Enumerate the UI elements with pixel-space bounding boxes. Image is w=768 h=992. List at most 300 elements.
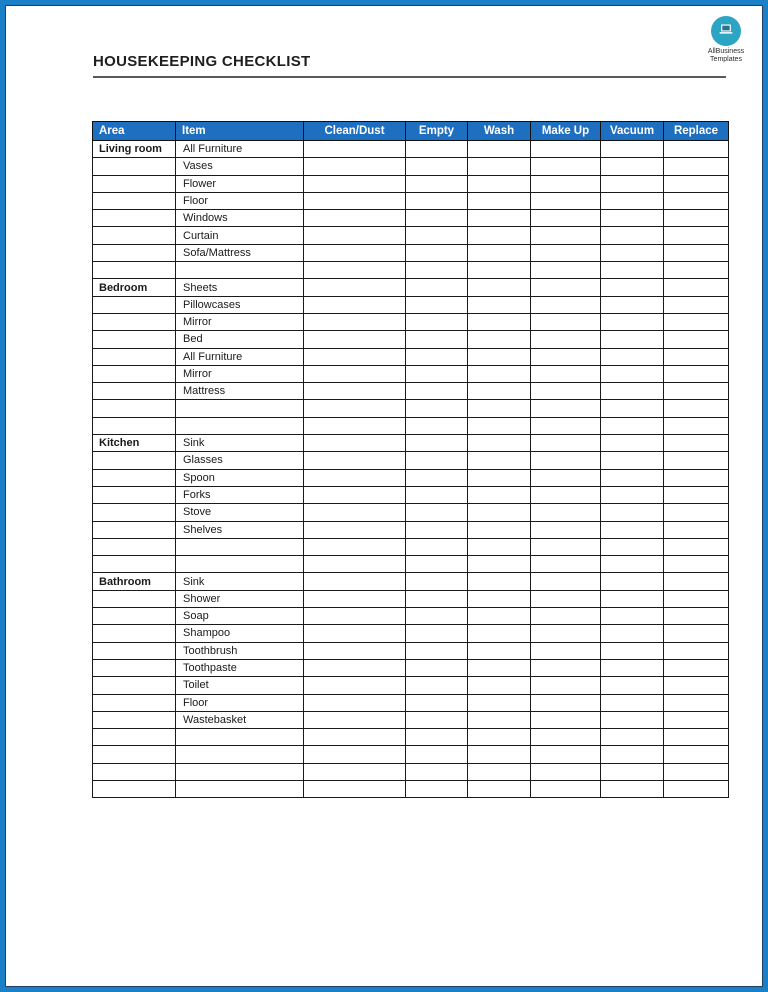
item-cell: Forks [176,486,304,503]
check-cell [468,158,531,175]
item-row [93,365,729,382]
spacer-row [93,538,729,555]
check-cell [304,141,406,158]
check-cell [468,400,531,417]
check-cell [531,780,601,797]
check-cell [531,659,601,676]
check-cell [531,210,601,227]
check-cell [601,625,664,642]
item-row [93,244,729,261]
check-cell [601,694,664,711]
check-cell [601,746,664,763]
area-cell [93,642,176,659]
check-cell [531,694,601,711]
spacer-row [93,400,729,417]
check-cell [531,452,601,469]
check-cell [531,279,601,296]
check-cell [531,729,601,746]
area-cell [93,590,176,607]
area-cell [93,210,176,227]
check-cell [664,486,729,503]
check-cell [468,642,531,659]
check-cell [304,331,406,348]
area-cell [93,469,176,486]
check-cell [601,365,664,382]
item-cell: Sofa/Mattress [176,244,304,261]
check-cell [664,642,729,659]
check-cell [664,763,729,780]
check-cell [601,383,664,400]
item-row [93,227,729,244]
check-cell [304,746,406,763]
item-cell: Mirror [176,365,304,382]
item-cell [176,417,304,434]
check-cell [601,244,664,261]
check-cell [406,780,468,797]
check-cell [304,763,406,780]
check-cell [601,486,664,503]
area-cell [93,262,176,279]
check-cell [531,296,601,313]
logo-circle [711,16,741,46]
item-cell: Wastebasket [176,711,304,728]
check-cell [304,538,406,555]
spacer-row [93,780,729,797]
check-cell [468,504,531,521]
item-cell: All Furniture [176,348,304,365]
check-cell [304,780,406,797]
area-cell [93,227,176,244]
check-cell [664,659,729,676]
section-row [93,573,729,590]
check-cell [304,365,406,382]
check-cell [531,313,601,330]
check-cell [468,659,531,676]
check-cell [304,590,406,607]
check-cell [406,158,468,175]
check-cell [601,573,664,590]
check-cell [304,158,406,175]
check-cell [664,417,729,434]
area-cell: Bedroom [93,279,176,296]
check-cell [406,296,468,313]
check-cell [468,780,531,797]
check-cell [406,348,468,365]
check-cell [468,210,531,227]
check-cell [531,608,601,625]
item-cell: Pillowcases [176,296,304,313]
check-cell [531,711,601,728]
item-cell [176,400,304,417]
check-cell [304,608,406,625]
item-row [93,659,729,676]
check-cell [664,729,729,746]
title-underline [93,76,726,78]
area-cell [93,296,176,313]
check-cell [406,262,468,279]
check-cell [601,262,664,279]
check-cell [406,590,468,607]
area-cell [93,486,176,503]
item-cell: Toilet [176,677,304,694]
item-row [93,210,729,227]
check-cell [531,262,601,279]
check-cell [531,486,601,503]
item-row [93,486,729,503]
item-row [93,625,729,642]
item-cell: Flower [176,175,304,192]
check-cell [406,141,468,158]
item-row [93,313,729,330]
check-cell [406,729,468,746]
check-cell [664,435,729,452]
item-cell: Sink [176,435,304,452]
check-cell [304,417,406,434]
check-cell [601,331,664,348]
check-cell [406,642,468,659]
spacer-row [93,729,729,746]
check-cell [531,348,601,365]
item-row [93,504,729,521]
check-cell [304,348,406,365]
check-cell [664,780,729,797]
check-cell [601,158,664,175]
check-cell [531,244,601,261]
item-cell: Glasses [176,452,304,469]
check-cell [664,141,729,158]
spacer-row [93,417,729,434]
item-row [93,711,729,728]
check-cell [406,486,468,503]
check-cell [406,313,468,330]
check-cell [304,244,406,261]
area-cell [93,763,176,780]
area-cell [93,313,176,330]
check-cell [531,573,601,590]
check-cell [304,573,406,590]
area-cell [93,400,176,417]
check-cell [468,521,531,538]
item-cell: Floor [176,694,304,711]
check-cell [531,365,601,382]
column-header-wash: Wash [468,122,531,141]
check-cell [304,642,406,659]
check-cell [664,192,729,209]
item-cell [176,262,304,279]
column-header-area: Area [93,122,176,141]
item-row [93,642,729,659]
section-row [93,279,729,296]
check-cell [468,711,531,728]
area-cell [93,677,176,694]
item-cell: Floor [176,192,304,209]
check-cell [304,383,406,400]
area-cell [93,383,176,400]
spacer-row [93,763,729,780]
area-cell [93,192,176,209]
check-cell [531,400,601,417]
check-cell [468,625,531,642]
check-cell [304,435,406,452]
check-cell [531,625,601,642]
area-cell [93,625,176,642]
check-cell [601,780,664,797]
check-cell [304,625,406,642]
check-cell [664,348,729,365]
check-cell [664,504,729,521]
check-cell [304,400,406,417]
check-cell [406,210,468,227]
check-cell [531,521,601,538]
check-cell [406,435,468,452]
area-cell [93,729,176,746]
item-row [93,521,729,538]
check-cell [601,659,664,676]
check-cell [468,192,531,209]
check-cell [406,400,468,417]
check-cell [601,538,664,555]
column-header-clean-dust: Clean/Dust [304,122,406,141]
area-cell [93,538,176,555]
area-cell [93,504,176,521]
table-header-row [93,122,729,141]
item-row [93,192,729,209]
check-cell [304,279,406,296]
check-cell [601,452,664,469]
check-cell [531,192,601,209]
check-cell [664,244,729,261]
check-cell [406,331,468,348]
item-cell: Curtain [176,227,304,244]
check-cell [601,192,664,209]
check-cell [531,590,601,607]
check-cell [406,244,468,261]
check-cell [468,244,531,261]
check-cell [531,677,601,694]
check-cell [406,711,468,728]
check-cell [468,694,531,711]
check-cell [531,158,601,175]
check-cell [468,763,531,780]
check-cell [664,746,729,763]
item-cell [176,538,304,555]
check-cell [601,348,664,365]
check-cell [664,452,729,469]
check-cell [601,279,664,296]
check-cell [468,279,531,296]
area-cell: Living room [93,141,176,158]
check-cell [304,210,406,227]
area-cell [93,158,176,175]
area-cell [93,521,176,538]
check-cell [468,435,531,452]
column-header-empty: Empty [406,122,468,141]
check-cell [531,556,601,573]
check-cell [664,677,729,694]
check-cell [601,141,664,158]
spacer-row [93,262,729,279]
check-cell [406,521,468,538]
check-cell [664,262,729,279]
item-cell: Mirror [176,313,304,330]
check-cell [304,262,406,279]
check-cell [601,227,664,244]
check-cell [664,608,729,625]
check-cell [664,590,729,607]
check-cell [664,521,729,538]
check-cell [406,365,468,382]
check-cell [468,331,531,348]
check-cell [304,313,406,330]
check-cell [531,383,601,400]
check-cell [468,227,531,244]
check-cell [468,746,531,763]
item-cell: Shampoo [176,625,304,642]
check-cell [304,486,406,503]
section-row [93,435,729,452]
check-cell [304,521,406,538]
check-cell [468,141,531,158]
check-cell [406,452,468,469]
item-cell: Windows [176,210,304,227]
check-cell [664,469,729,486]
check-cell [304,556,406,573]
page-title: HOUSEKEEPING CHECKLIST [93,53,311,70]
check-cell [601,469,664,486]
area-cell [93,746,176,763]
check-cell [406,556,468,573]
check-cell [531,435,601,452]
check-cell [304,452,406,469]
item-cell: Shelves [176,521,304,538]
check-cell [664,573,729,590]
check-cell [406,469,468,486]
spacer-row [93,746,729,763]
check-cell [531,763,601,780]
column-header-vacuum: Vacuum [601,122,664,141]
check-cell [664,365,729,382]
check-cell [468,175,531,192]
check-cell [664,556,729,573]
check-cell [468,262,531,279]
check-cell [601,711,664,728]
check-cell [601,175,664,192]
check-cell [406,659,468,676]
check-cell [531,175,601,192]
check-cell [601,608,664,625]
check-cell [406,417,468,434]
check-cell [468,296,531,313]
item-row [93,452,729,469]
check-cell [468,729,531,746]
area-cell [93,780,176,797]
check-cell [468,608,531,625]
check-cell [531,469,601,486]
check-cell [664,210,729,227]
checklist-body [93,141,729,798]
check-cell [601,417,664,434]
check-cell [531,504,601,521]
check-cell [406,763,468,780]
check-cell [304,296,406,313]
item-row [93,296,729,313]
section-row [93,141,729,158]
item-cell: Mattress [176,383,304,400]
item-row [93,175,729,192]
item-row [93,348,729,365]
check-cell [468,469,531,486]
item-cell: Spoon [176,469,304,486]
check-cell [406,192,468,209]
laptop-icon [716,19,736,44]
check-cell [468,573,531,590]
area-cell: Kitchen [93,435,176,452]
check-cell [304,175,406,192]
check-cell [406,504,468,521]
check-cell [601,677,664,694]
item-row [93,694,729,711]
check-cell [304,504,406,521]
check-cell [304,711,406,728]
check-cell [664,711,729,728]
check-cell [304,729,406,746]
check-cell [601,763,664,780]
area-cell [93,452,176,469]
check-cell [664,313,729,330]
check-cell [601,296,664,313]
check-cell [406,677,468,694]
area-cell [93,175,176,192]
check-cell [601,400,664,417]
check-cell [664,400,729,417]
check-cell [601,504,664,521]
check-cell [664,383,729,400]
check-cell [468,348,531,365]
column-header-item: Item [176,122,304,141]
area-cell [93,659,176,676]
check-cell [531,227,601,244]
item-row [93,677,729,694]
check-cell [531,642,601,659]
check-cell [304,469,406,486]
check-cell [664,279,729,296]
area-cell [93,711,176,728]
check-cell [468,556,531,573]
check-cell [468,365,531,382]
item-row [93,158,729,175]
check-cell [304,694,406,711]
check-cell [664,694,729,711]
item-cell: Toothpaste [176,659,304,676]
check-cell [406,608,468,625]
check-cell [406,694,468,711]
item-cell [176,729,304,746]
check-cell [664,625,729,642]
item-cell: Toothbrush [176,642,304,659]
column-header-make-up: Make Up [531,122,601,141]
item-row [93,590,729,607]
area-cell [93,694,176,711]
check-cell [468,486,531,503]
check-cell [468,677,531,694]
logo-text-line1: AllBusiness [707,48,745,55]
check-cell [601,210,664,227]
check-cell [406,573,468,590]
check-cell [406,746,468,763]
check-cell [406,175,468,192]
item-cell: Shower [176,590,304,607]
check-cell [304,227,406,244]
